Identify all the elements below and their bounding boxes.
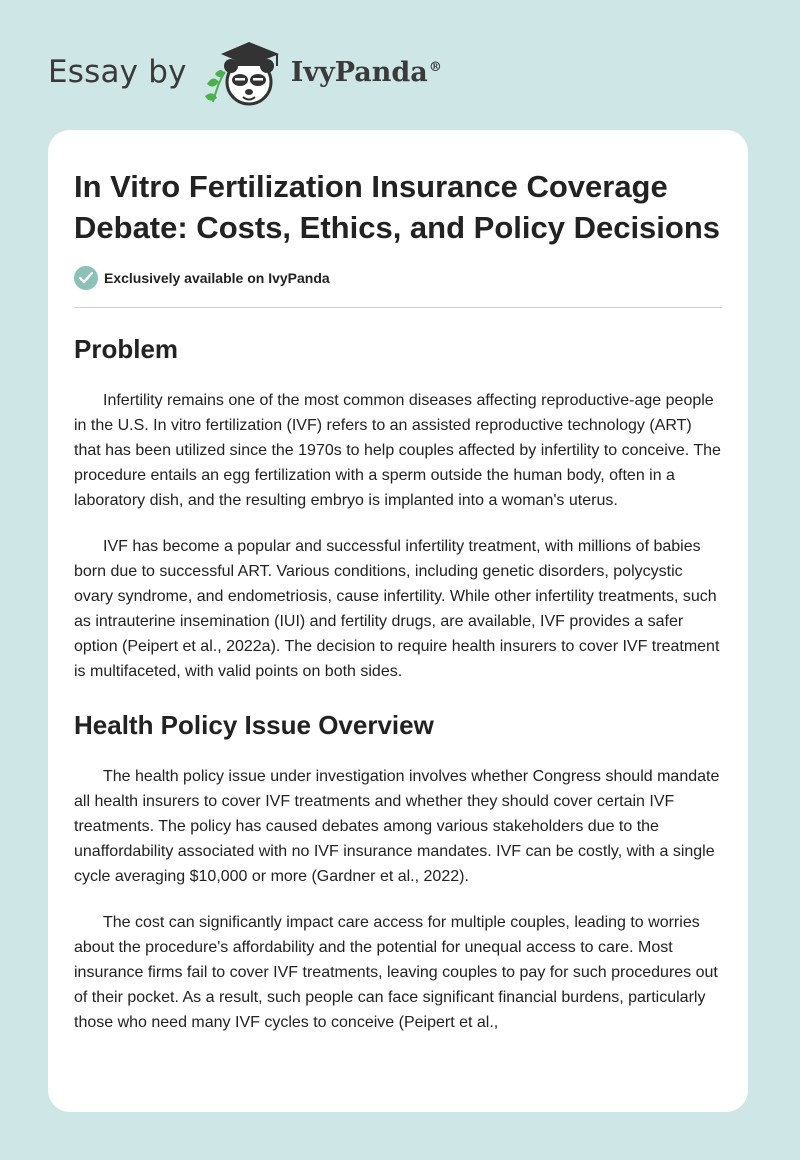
registered-mark: ® xyxy=(428,59,442,75)
exclusive-badge xyxy=(74,266,722,290)
section-heading-problem: Problem xyxy=(74,334,179,364)
paragraph: The health policy issue under investigation involves whether Congress should mandate all health insurers to cover IVF treatments and whether they should cover certain IVF treatments. The policy has caused debates among various stakeholders due to the unaffordability associated with no IVF insurance mandates. IVF can be costly, with a single cycle averaging $10,000 or more (Gardner et al., 2022). xyxy=(74,768,720,885)
essay-title: In Vitro Fertilization Insurance Coverage Debate: Costs, Ethics, and Policy Decisions xyxy=(74,169,721,245)
paragraph: IVF has become a popular and successful infertility treatment, with millions of babies born due to successful ART. Various conditions, including genetic disorders, polycystic ovary syndrome, and endometriosis, cause infertility. While other infertility treatments, such as intrauterine insemination (IUI) and fertility drugs, are available, IVF provides a safer option (Peipert et al., 2022a). The decision to require health insurers to cover IVF treatment is multifaceted, with valid points on both sides. xyxy=(74,538,720,680)
exclusive-badge-label: Exclusively available on IvyPanda xyxy=(104,270,330,286)
essay-by-label: Essay by xyxy=(48,54,187,90)
brand-name: IvyPanda® xyxy=(290,56,442,88)
paragraph: Infertility remains one of the most common diseases affecting reproductive-age people in the U.S. In vitro fertilization (IVF) refers to an assisted reproductive technology (ART) that has been utilized since the 1970s to help couples affected by infertility to conceive. The procedure entails an egg fertilization with a sperm outside the human body, often in a laboratory dish, and the resulting embryo is implanted into a woman's uterus. xyxy=(74,392,721,509)
essay-card xyxy=(48,130,748,1112)
panda-logo-icon xyxy=(201,36,285,108)
check-circle-icon xyxy=(74,266,98,290)
site-header-logo[interactable] xyxy=(48,36,442,108)
title-divider xyxy=(74,307,722,308)
section-heading-health-policy-issue-overview: Health Policy Issue Overview xyxy=(74,710,434,740)
paragraph: The cost can significantly impact care access for multiple couples, leading to worries about the procedure's affordability and the potential for unequal access to care. Most insurance firms fail to cover IVF treatments, leaving couples to pay for such procedures out of their pocket. As a result, such people can face significant financial burdens, particularly those who need many IVF cycles to conceive (Peipert et al., xyxy=(74,914,718,1031)
